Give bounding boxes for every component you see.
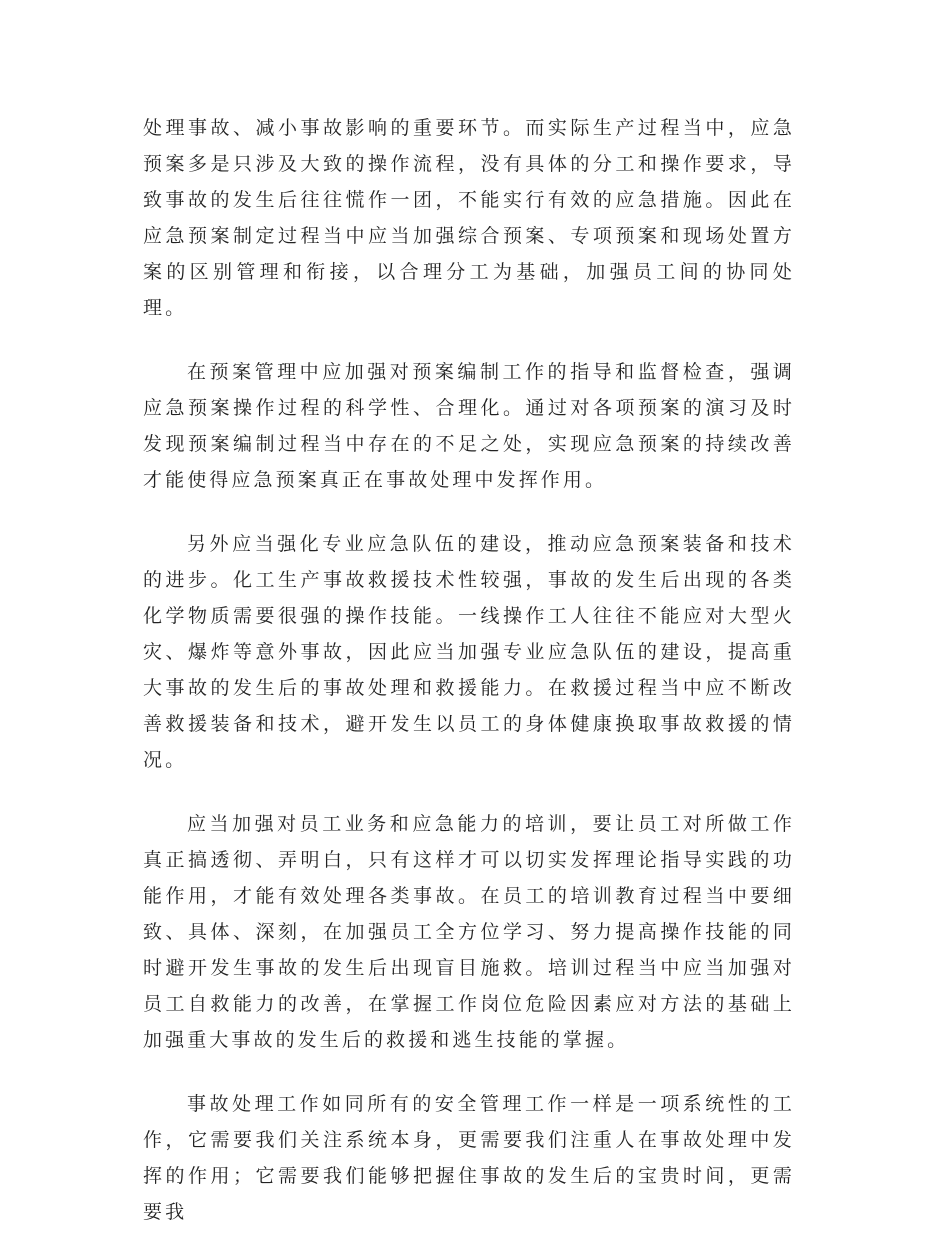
paragraph-4: 应当加强对员工业务和应急能力的培训，要让员工对所做工作真正搞透彻、弄明白，只有这样才可以切实发挥理论指导实践的功能作用，才能有效处理各类事故。在员工的培训教育过程当中要细致、具体、深刻，在加强员工全方位学习、努力提高操作技能的同时避开发生事故的发生后出现盲目施救。培训过程当中应当加强对员工自救能力的改善，在掌握工作岗位危险因素应对方法的基础上加强重大事故的发生后的救援和逃生技能的掌握。 (143, 813, 795, 1051)
paragraph-5: 事故处理工作如同所有的安全管理工作一样是一项系统性的工作，它需要我们关注系统本身，更需要我们注重人在事故处理中发挥的作用；它需要我们能够把握住事故的发生后的宝贵时间，更需要我 (143, 1093, 795, 1223)
paragraph-2: 在预案管理中应加强对预案编制工作的指导和监督检查，强调应急预案操作过程的科学性、合理化。通过对各项预案的演习及时发现预案编制过程当中存在的不足之处，实现应急预案的持续改善才能使得应急预案真正在事故处理中发挥作用。 (143, 361, 795, 491)
paragraph-1: 处理事故、减小事故影响的重要环节。而实际生产过程当中，应急预案多是只涉及大致的操作流程，没有具体的分工和操作要求，导致事故的发生后往往慌作一团，不能实行有效的应急措施。因此在应急预案制定过程当中应当加强综合预案、专项预案和现场处置方案的区别管理和衔接，以合理分工为基础，加强员工间的协同处理。 (143, 117, 795, 319)
paragraph-3: 另外应当强化专业应急队伍的建设，推动应急预案装备和技术的进步。化工生产事故救援技术性较强，事故的发生后出现的各类化学物质需要很强的操作技能。一线操作工人往往不能应对大型火灾、爆炸等意外事故，因此应当加强专业应急队伍的建设，提高重大事故的发生后的事故处理和救援能力。在救援过程当中应不断改善救援装备和技术，避开发生以员工的身体健康换取事故救援的情况。 (143, 533, 795, 771)
document-body (143, 110, 795, 1258)
